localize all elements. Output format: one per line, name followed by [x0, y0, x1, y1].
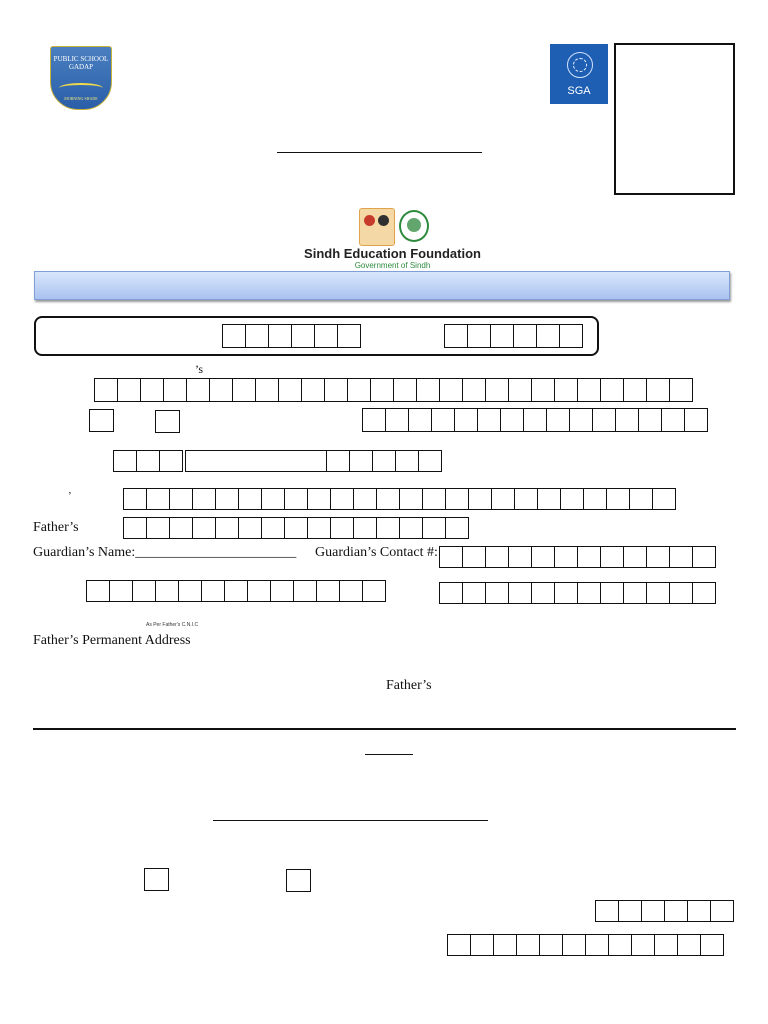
digit-cell[interactable] [577, 582, 601, 604]
digit-cell[interactable] [418, 450, 442, 472]
letter-cell[interactable] [192, 488, 216, 510]
letter-cell[interactable] [462, 378, 486, 402]
digit-cell[interactable] [631, 934, 655, 956]
digit-cell[interactable] [339, 580, 363, 602]
digit-cell[interactable] [224, 580, 248, 602]
letter-cell[interactable] [399, 488, 423, 510]
letter-cell[interactable] [209, 378, 233, 402]
digit-cell[interactable] [646, 546, 670, 568]
digit-cell[interactable] [687, 900, 711, 922]
letter-cell[interactable] [445, 488, 469, 510]
digit-cell[interactable] [569, 408, 593, 432]
form-number-cells [222, 324, 361, 348]
letter-cell[interactable] [324, 378, 348, 402]
digit-cell[interactable] [600, 546, 624, 568]
digit-cell[interactable] [293, 580, 317, 602]
digit-cell[interactable] [577, 546, 601, 568]
sindh-emblem-icon [399, 210, 429, 242]
letter-cell[interactable] [255, 378, 279, 402]
letter-cell[interactable] [238, 517, 262, 539]
digit-cell[interactable] [600, 582, 624, 604]
letter-cell[interactable] [508, 378, 532, 402]
book-icon [59, 83, 103, 93]
cnic-cells [86, 580, 386, 602]
digit-cell[interactable] [490, 324, 514, 348]
digit-cell[interactable] [362, 580, 386, 602]
digit-cell[interactable] [268, 324, 292, 348]
letter-cell[interactable] [330, 517, 354, 539]
digit-cell[interactable] [638, 408, 662, 432]
sga-logo-text: SGA [567, 85, 591, 97]
letter-cell[interactable] [186, 378, 210, 402]
digit-cell[interactable] [562, 934, 586, 956]
digit-cell[interactable] [623, 582, 647, 604]
digit-cell[interactable] [270, 580, 294, 602]
digit-cell[interactable] [132, 580, 156, 602]
father-name-cells [123, 517, 469, 539]
letter-cell[interactable] [376, 488, 400, 510]
lower-number-cells [595, 900, 734, 922]
digit-cell[interactable] [372, 450, 396, 472]
digit-cell[interactable] [431, 408, 455, 432]
letter-cell[interactable] [163, 378, 187, 402]
letter-cell[interactable] [583, 488, 607, 510]
letter-cell[interactable] [554, 378, 578, 402]
letter-cell[interactable] [652, 488, 676, 510]
letter-cell[interactable] [215, 517, 239, 539]
letter-cell[interactable] [307, 517, 331, 539]
cnic-note: As Per Father's C.N.I.C [146, 622, 199, 628]
option-a-checkbox[interactable] [144, 868, 169, 891]
letter-cell[interactable] [393, 378, 417, 402]
gender-male-checkbox[interactable] [89, 409, 114, 432]
school-logo-base: MORNING SHADE [64, 96, 98, 101]
digit-cell[interactable] [623, 546, 647, 568]
option-b-checkbox[interactable] [286, 869, 311, 892]
digit-cell[interactable] [585, 934, 609, 956]
digit-cell[interactable] [444, 324, 468, 348]
letter-cell[interactable] [146, 488, 170, 510]
digit-cell[interactable] [508, 546, 532, 568]
letter-cell[interactable] [577, 378, 601, 402]
digit-cell[interactable] [513, 324, 537, 348]
digit-cell[interactable] [467, 324, 491, 348]
student-name-cells [94, 378, 693, 402]
digit-cell[interactable] [439, 582, 463, 604]
digit-cell[interactable] [86, 580, 110, 602]
digit-cell[interactable] [326, 450, 350, 472]
digit-cell[interactable] [536, 324, 560, 348]
letter-cell[interactable] [123, 488, 147, 510]
digit-cell[interactable] [316, 580, 340, 602]
class-cells-right [326, 450, 442, 472]
fathers-label: Father’s [33, 520, 79, 535]
digit-cell[interactable] [677, 934, 701, 956]
photo-box[interactable] [614, 43, 735, 195]
letter-cell[interactable] [192, 517, 216, 539]
letter-cell[interactable] [238, 488, 262, 510]
letter-cell[interactable] [468, 488, 492, 510]
letter-cell[interactable] [140, 378, 164, 402]
digit-cell[interactable] [349, 450, 373, 472]
digit-cell[interactable] [109, 580, 133, 602]
digit-cell[interactable] [559, 324, 583, 348]
form-title-underline [277, 152, 482, 153]
letter-cell[interactable] [399, 517, 423, 539]
class-wide-field[interactable] [185, 450, 327, 472]
school-logo-line1: PUBLIC SCHOOL [53, 55, 109, 63]
digit-cell[interactable] [385, 408, 409, 432]
digit-cell[interactable] [646, 582, 670, 604]
letter-cell[interactable] [606, 488, 630, 510]
children-reading-icon [359, 208, 395, 246]
digit-cell[interactable] [669, 546, 693, 568]
digit-cell[interactable] [669, 582, 693, 604]
digit-cell[interactable] [477, 408, 501, 432]
letter-cell[interactable] [485, 378, 509, 402]
section-banner [34, 271, 730, 300]
letter-cell[interactable] [422, 517, 446, 539]
sef-government: Government of Sindh [354, 261, 431, 270]
digit-cell[interactable] [439, 546, 463, 568]
letter-cell[interactable] [376, 517, 400, 539]
letter-cell[interactable] [261, 517, 285, 539]
dob-cells [362, 408, 708, 432]
letter-cell[interactable] [439, 378, 463, 402]
section-divider [33, 728, 736, 730]
letter-cell[interactable] [646, 378, 670, 402]
possessive-mark: ’s [195, 362, 204, 376]
letter-cell[interactable] [600, 378, 624, 402]
letter-cell[interactable] [514, 488, 538, 510]
phone-cells [439, 582, 716, 604]
letter-cell[interactable] [278, 378, 302, 402]
digit-cell[interactable] [245, 324, 269, 348]
digit-cell[interactable] [178, 580, 202, 602]
digit-cell[interactable] [554, 546, 578, 568]
letter-cell[interactable] [422, 488, 446, 510]
letter-cell[interactable] [215, 488, 239, 510]
digit-cell[interactable] [531, 546, 555, 568]
letter-cell[interactable] [169, 488, 193, 510]
letter-cell[interactable] [330, 488, 354, 510]
guardian-name-label: Guardian’s Name:_______________________ [33, 545, 297, 560]
school-logo [50, 46, 112, 110]
letter-cell[interactable] [491, 488, 515, 510]
sef-name: Sindh Education Foundation [304, 246, 481, 261]
digit-cell[interactable] [485, 582, 509, 604]
digit-cell[interactable] [592, 408, 616, 432]
sga-logo [550, 44, 608, 104]
digit-cell[interactable] [314, 324, 338, 348]
digit-cell[interactable] [408, 408, 432, 432]
digit-cell[interactable] [470, 934, 494, 956]
lower-cnic-cells [447, 934, 724, 956]
letter-cell[interactable] [146, 517, 170, 539]
letter-cell[interactable] [669, 378, 693, 402]
guardian-contact-label: Guardian’s Contact #: [315, 545, 438, 560]
digit-cell[interactable] [508, 582, 532, 604]
letter-cell[interactable] [347, 378, 371, 402]
digit-cell[interactable] [222, 324, 246, 348]
digit-cell[interactable] [539, 934, 563, 956]
school-logo-line2: GADAP [68, 63, 94, 71]
digit-cell[interactable] [554, 582, 578, 604]
digit-cell[interactable] [500, 408, 524, 432]
comma-mark: ’ [68, 490, 72, 502]
letter-cell[interactable] [284, 517, 308, 539]
digit-cell[interactable] [113, 450, 137, 472]
letter-cell[interactable] [531, 378, 555, 402]
letter-cell[interactable] [416, 378, 440, 402]
digit-cell[interactable] [395, 450, 419, 472]
digit-cell[interactable] [447, 934, 471, 956]
letter-cell[interactable] [623, 378, 647, 402]
letter-cell[interactable] [629, 488, 653, 510]
letter-cell[interactable] [94, 378, 118, 402]
digit-cell[interactable] [362, 408, 386, 432]
letter-cell[interactable] [307, 488, 331, 510]
digit-cell[interactable] [700, 934, 724, 956]
sef-logo [300, 206, 485, 272]
digit-cell[interactable] [692, 546, 716, 568]
digit-cell[interactable] [710, 900, 734, 922]
digit-cell[interactable] [618, 900, 642, 922]
letter-cell[interactable] [301, 378, 325, 402]
digit-cell[interactable] [337, 324, 361, 348]
digit-cell[interactable] [595, 900, 619, 922]
letter-cell[interactable] [353, 488, 377, 510]
gender-female-checkbox[interactable] [155, 410, 180, 433]
digit-cell[interactable] [615, 408, 639, 432]
digit-cell[interactable] [523, 408, 547, 432]
digit-cell[interactable] [692, 582, 716, 604]
letter-cell[interactable] [537, 488, 561, 510]
letter-cell[interactable] [232, 378, 256, 402]
digit-cell[interactable] [462, 582, 486, 604]
letter-cell[interactable] [284, 488, 308, 510]
digit-cell[interactable] [546, 408, 570, 432]
letter-cell[interactable] [560, 488, 584, 510]
digit-cell[interactable] [485, 546, 509, 568]
digit-cell[interactable] [155, 580, 179, 602]
digit-cell[interactable] [684, 408, 708, 432]
letter-cell[interactable] [261, 488, 285, 510]
digit-cell[interactable] [159, 450, 183, 472]
class-cells-left [113, 450, 183, 472]
letter-cell[interactable] [370, 378, 394, 402]
long-entry-cells [123, 488, 676, 510]
guardian-contact-cells [439, 546, 716, 568]
digit-cell[interactable] [136, 450, 160, 472]
lower-title-underline [365, 754, 413, 755]
letter-cell[interactable] [353, 517, 377, 539]
fathers-label-2: Father’s [386, 678, 432, 693]
digit-cell[interactable] [247, 580, 271, 602]
letter-cell[interactable] [123, 517, 147, 539]
digit-cell[interactable] [664, 900, 688, 922]
digit-cell[interactable] [661, 408, 685, 432]
fathers-permanent-address-label: Father’s Permanent Address [33, 633, 191, 648]
digit-cell[interactable] [641, 900, 665, 922]
digit-cell[interactable] [531, 582, 555, 604]
digit-cell[interactable] [654, 934, 678, 956]
digit-cell[interactable] [291, 324, 315, 348]
date-cells [444, 324, 583, 348]
globe-icon [567, 52, 593, 78]
letter-cell[interactable] [445, 517, 469, 539]
digit-cell[interactable] [462, 546, 486, 568]
digit-cell[interactable] [454, 408, 478, 432]
digit-cell[interactable] [608, 934, 632, 956]
digit-cell[interactable] [516, 934, 540, 956]
letter-cell[interactable] [169, 517, 193, 539]
digit-cell[interactable] [201, 580, 225, 602]
digit-cell[interactable] [493, 934, 517, 956]
signature-line [213, 820, 488, 821]
letter-cell[interactable] [117, 378, 141, 402]
